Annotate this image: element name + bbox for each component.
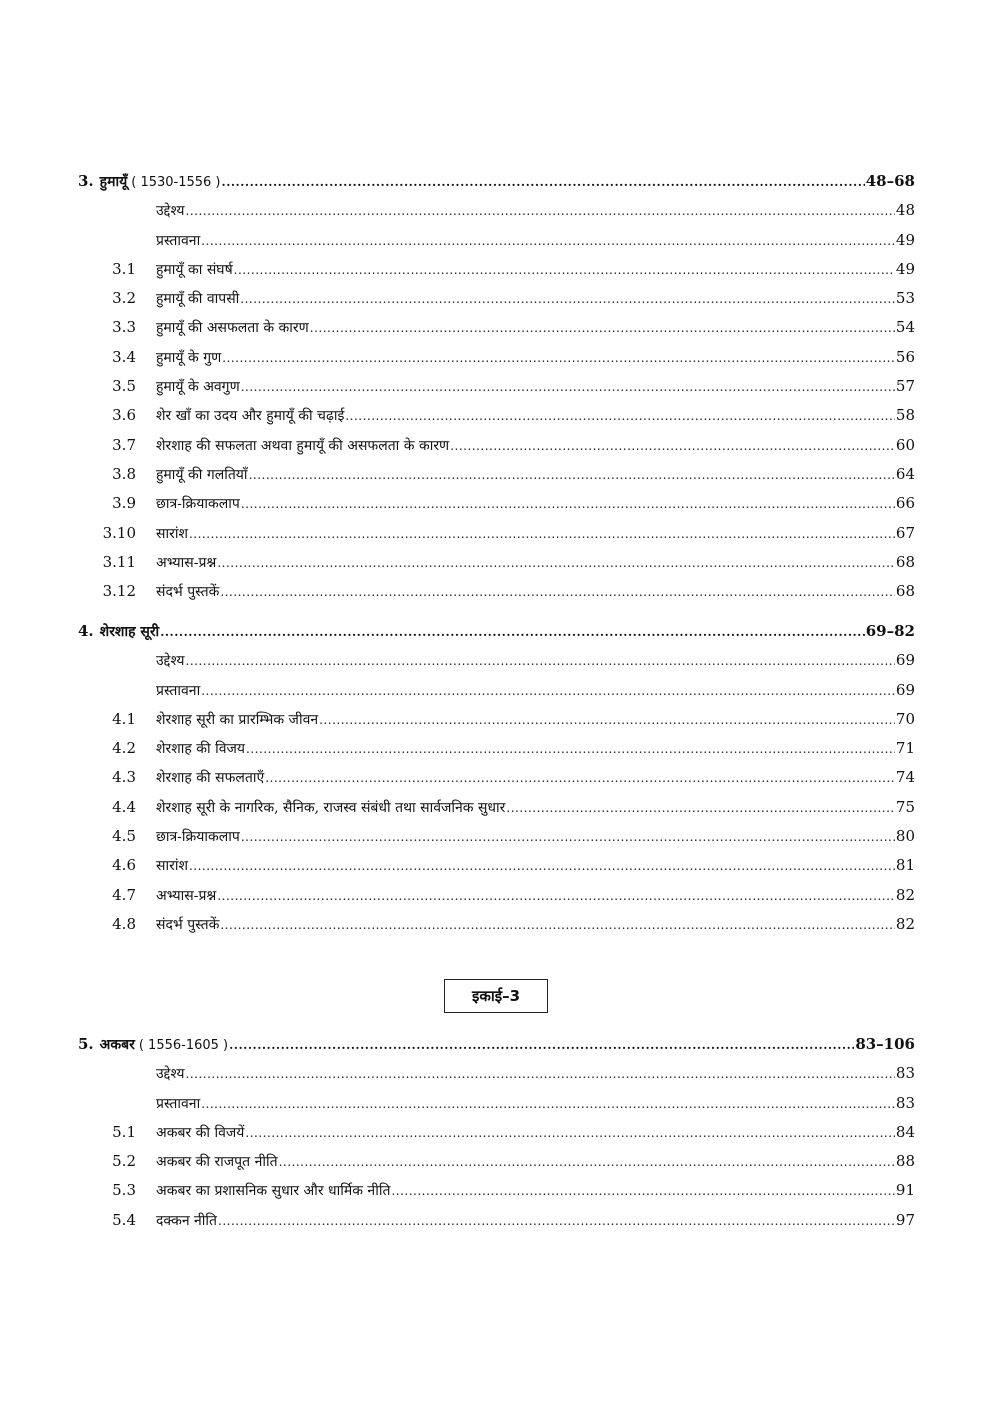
chapter-pages: 48–68 — [865, 172, 915, 190]
toc-entry[interactable] — [78, 460, 915, 489]
section-title: उद्देश्य — [156, 653, 185, 670]
page-number: 82 — [895, 885, 915, 904]
dot-leader — [450, 432, 895, 461]
toc-entry[interactable] — [78, 763, 915, 792]
section-number: 3.6 — [112, 406, 136, 425]
dot-leader — [234, 256, 895, 285]
page-number: 75 — [895, 797, 915, 816]
page-number: 57 — [895, 377, 915, 396]
dot-leader — [240, 285, 895, 314]
section-title: हुमायूँ की गलतियाँ — [156, 466, 248, 483]
dot-leader — [241, 373, 895, 402]
page-number: 88 — [895, 1152, 915, 1171]
page-number: 81 — [895, 856, 915, 875]
toc-entry[interactable] — [78, 734, 915, 763]
dot-leader — [222, 168, 865, 197]
chapter-number: 4. — [78, 622, 94, 640]
dot-leader — [186, 1060, 895, 1089]
dot-leader — [229, 1031, 854, 1060]
dot-leader — [391, 1177, 894, 1206]
section-title: सारांश — [156, 858, 188, 875]
section-number: 4.7 — [112, 885, 136, 904]
section-number: 4.5 — [112, 827, 136, 846]
page-number: 49 — [895, 259, 915, 278]
section-title: अभ्यास-प्रश्न — [156, 554, 217, 571]
toc-entry[interactable] — [78, 401, 915, 430]
section-title: शेरशाह सूरी का प्रारम्भिक जीवन — [156, 711, 319, 728]
dot-leader — [345, 402, 895, 431]
chapter-title: शेरशाह सूरी — [99, 624, 160, 640]
page-number: 83 — [895, 1064, 915, 1083]
page-number: 71 — [895, 739, 915, 758]
chapter-3-block — [78, 167, 915, 606]
section-number: 4.6 — [112, 856, 136, 875]
page-number: 80 — [895, 827, 915, 846]
page-number: 84 — [895, 1122, 915, 1141]
page-number: 68 — [895, 582, 915, 601]
dot-leader — [186, 647, 895, 676]
toc-entry[interactable] — [78, 519, 915, 548]
page-number: 74 — [895, 768, 915, 787]
page-number: 69 — [895, 651, 915, 670]
page-number: 60 — [895, 435, 915, 454]
dot-leader — [279, 1148, 895, 1177]
chapter-number: 3. — [78, 172, 94, 190]
chapter-5-block — [78, 1030, 915, 1235]
page-number: 82 — [895, 914, 915, 933]
toc-entry[interactable] — [78, 676, 915, 705]
dot-leader — [246, 735, 895, 764]
toc-entry[interactable] — [78, 284, 915, 313]
dot-leader — [217, 549, 895, 578]
section-title: अकबर की विजयें — [156, 1124, 245, 1141]
dot-leader — [241, 490, 895, 519]
section-title: उद्देश्य — [156, 1066, 185, 1083]
chapter-heading[interactable] — [78, 1030, 915, 1059]
dot-leader — [189, 520, 895, 549]
chapter-years: ( 1530-1556 ) — [131, 175, 221, 190]
toc-entry[interactable] — [78, 372, 915, 401]
section-title: अकबर की राजपूत नीति — [156, 1154, 278, 1171]
page-number: 68 — [895, 552, 915, 571]
dot-leader — [201, 1090, 895, 1119]
dot-leader — [220, 911, 895, 940]
section-title: हुमायूँ के गुण — [156, 349, 222, 366]
section-number: 3.12 — [102, 582, 136, 601]
section-number: 5.1 — [112, 1122, 136, 1141]
toc-entry[interactable] — [78, 577, 915, 606]
toc-entry[interactable] — [78, 313, 915, 342]
toc-entry[interactable] — [78, 793, 915, 822]
section-title: सारांश — [156, 525, 188, 542]
page-number: 70 — [895, 709, 915, 728]
dot-leader — [506, 794, 895, 823]
section-title: शेरशाह की सफलताएँ — [156, 770, 265, 787]
section-title: शेरशाह सूरी के नागरिक, सैनिक, राजस्व संबंधी तथा सार्वजनिक सुधार — [156, 799, 506, 816]
dot-leader — [189, 852, 895, 881]
chapter-heading[interactable] — [78, 167, 915, 196]
section-number: 4.4 — [112, 797, 136, 816]
page-number: 64 — [895, 464, 915, 483]
dot-leader — [186, 197, 895, 226]
toc-entry[interactable] — [78, 548, 915, 577]
dot-leader — [201, 677, 895, 706]
section-number: 5.2 — [112, 1152, 136, 1171]
chapter-title: हुमायूँ ( 1530-1556 ) — [99, 174, 221, 190]
section-number: 5.4 — [112, 1210, 136, 1229]
section-title: संदर्भ पुस्तकें — [156, 916, 220, 933]
section-title: अभ्यास-प्रश्न — [156, 887, 217, 904]
toc-entry[interactable] — [78, 196, 915, 225]
toc-entry[interactable] — [78, 226, 915, 255]
section-number: 3.2 — [112, 289, 136, 308]
dot-leader — [160, 618, 865, 647]
section-title: अकबर का प्रशासनिक सुधार और धार्मिक नीति — [156, 1183, 391, 1200]
dot-leader — [265, 764, 895, 793]
dot-leader — [222, 344, 895, 373]
dot-leader — [249, 461, 895, 490]
unit-heading: इकाई–3 — [444, 979, 548, 1013]
toc-entry[interactable] — [78, 1147, 915, 1176]
toc-entry[interactable] — [78, 1059, 915, 1088]
toc-entry[interactable] — [78, 343, 915, 372]
section-number: 4.3 — [112, 768, 136, 787]
section-number: 3.8 — [112, 464, 136, 483]
chapter-number: 5. — [78, 1035, 94, 1053]
page-number: 67 — [895, 523, 915, 542]
toc-entry[interactable] — [78, 255, 915, 284]
section-number: 4.8 — [112, 914, 136, 933]
toc-entry[interactable] — [78, 822, 915, 851]
dot-leader — [310, 314, 895, 343]
page-number: 48 — [895, 201, 915, 220]
chapter-pages: 69–82 — [865, 622, 915, 640]
section-title: शेर खाँ का उदय और हुमायूँ की चढ़ाई — [156, 408, 345, 425]
section-title: दक्कन नीति — [156, 1212, 218, 1229]
section-number: 4.2 — [112, 739, 136, 758]
toc-entry[interactable] — [78, 910, 915, 939]
section-title: शेरशाह की सफलता अथवा हुमायूँ की असफलता के कारण — [156, 437, 450, 454]
chapter-heading[interactable] — [78, 617, 915, 646]
section-title: प्रस्तावना — [156, 232, 201, 249]
dot-leader — [220, 578, 895, 607]
section-title: छात्र-क्रियाकलाप — [156, 496, 240, 513]
section-number: 5.3 — [112, 1181, 136, 1200]
section-number: 3.10 — [102, 523, 136, 542]
section-title: उद्देश्य — [156, 203, 185, 220]
toc-entry[interactable] — [78, 705, 915, 734]
page-number: 56 — [895, 347, 915, 366]
section-title: हुमायूँ की असफलता के कारण — [156, 320, 309, 337]
page-number: 97 — [895, 1210, 915, 1229]
section-number: 3.4 — [112, 347, 136, 366]
chapter-pages: 83–106 — [855, 1035, 915, 1053]
page-number: 66 — [895, 494, 915, 513]
section-title: प्रस्तावना — [156, 682, 201, 699]
toc-entry[interactable] — [78, 881, 915, 910]
chapter-years: ( 1556-1605 ) — [138, 1038, 229, 1053]
dot-leader — [217, 882, 895, 911]
section-number: 3.9 — [112, 494, 136, 513]
dot-leader — [201, 227, 895, 256]
toc-entry[interactable] — [78, 646, 915, 675]
section-title: संदर्भ पुस्तकें — [156, 584, 220, 601]
page-number: 53 — [895, 289, 915, 308]
section-title: हुमायूँ की वापसी — [156, 291, 240, 308]
toc-entry[interactable] — [78, 1118, 915, 1147]
toc-entry[interactable] — [78, 489, 915, 518]
section-number: 3.11 — [102, 552, 136, 571]
section-number: 3.1 — [112, 259, 136, 278]
section-title: शेरशाह की विजय — [156, 741, 246, 758]
dot-leader — [218, 1207, 895, 1236]
page-number: 49 — [895, 230, 915, 249]
page-number: 91 — [895, 1181, 915, 1200]
toc-entry[interactable] — [78, 1206, 915, 1235]
page-number: 58 — [895, 406, 915, 425]
toc-entry[interactable] — [78, 851, 915, 880]
section-title: छात्र-क्रियाकलाप — [156, 829, 240, 846]
dot-leader — [319, 706, 895, 735]
chapter-title: अकबर ( 1556-1605 ) — [99, 1037, 229, 1053]
page-number: 83 — [895, 1093, 915, 1112]
section-number: 4.1 — [112, 709, 136, 728]
section-title: हुमायूँ का संघर्ष — [156, 261, 233, 278]
section-number: 3.5 — [112, 377, 136, 396]
page-number: 69 — [895, 680, 915, 699]
toc-entry[interactable] — [78, 431, 915, 460]
toc-entry[interactable] — [78, 1176, 915, 1205]
toc-entry[interactable] — [78, 1089, 915, 1118]
section-title: प्रस्तावना — [156, 1095, 201, 1112]
page-number: 54 — [895, 318, 915, 337]
dot-leader — [245, 1119, 895, 1148]
chapter-4-block — [78, 617, 915, 939]
dot-leader — [241, 823, 895, 852]
section-number: 3.3 — [112, 318, 136, 337]
section-number: 3.7 — [112, 435, 136, 454]
section-title: हुमायूँ के अवगुण — [156, 379, 240, 396]
